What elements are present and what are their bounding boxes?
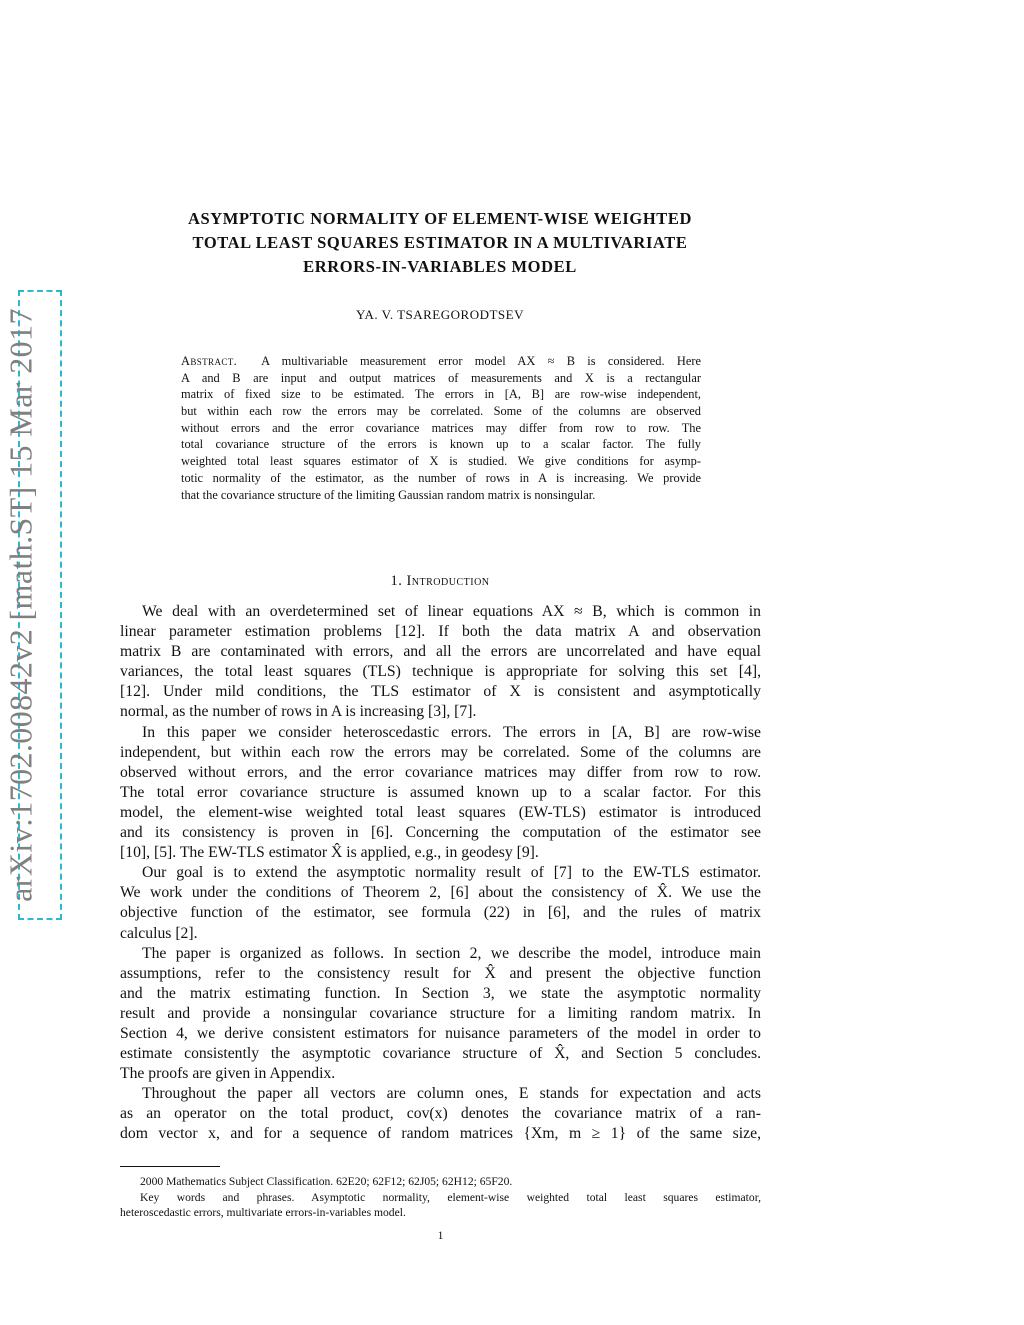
footnote-rule [120,1166,220,1167]
paragraph-4-line: Section 4, we derive consistent estimators for nuisance parameters of the model in order to [120,1024,761,1042]
abstract-line: but within each row the errors may be correlated. Some of the columns are observed [181,404,701,419]
paragraph-3-line: We work under the conditions of Theorem 2, [6] about the consistency of X̂. We use the [120,884,761,902]
title-line-2: TOTAL LEAST SQUARES ESTIMATOR IN A MULTIVARIATE [192,233,688,252]
arxiv-stamp-label: arXiv:1702.00842v2 [math.ST] 15 Mar 2017 [2,308,39,902]
footnotes [120,1174,761,1221]
abstract-line: totic normality of the estimator, as the number of rows in A is increasing. We provide [181,470,701,485]
paragraph-2-line: independent, but within each row the errors may be correlated. Some of the columns are [120,743,761,761]
section-number: 1. [390,573,403,589]
paragraph-1-line: normal, as the number of rows in A is increasing [3], [7]. [120,703,477,721]
abstract-heading: Abstract. [181,354,238,368]
abstract-line: weighted total least squares estimator of X is studied. We give conditions for asymp- [181,454,701,469]
paragraph-2-line: and its consistency is proven in [6]. Concerning the computation of the estimator see [120,824,761,842]
body-text [120,602,761,1145]
paragraph-4-line: The proofs are given in Appendix. [120,1065,336,1083]
abstract-line: matrix of fixed size to be estimated. The errors in [A, B] are row-wise independent, [181,387,701,402]
paragraph-2-line: [10], [5]. The EW-TLS estimator X̂ is applied, e.g., in geodesy [9]. [120,844,539,862]
paragraph-2-line: observed without errors, and the error covariance matrices may differ from row to row. [120,763,761,781]
title-line-1: ASYMPTOTIC NORMALITY OF ELEMENT-WISE WEIGHTED [187,209,693,228]
section-title: Introduction [406,573,490,589]
footnote-msc: 2000 Mathematics Subject Classification. 62E20; 62F12; 62J05; 62H12; 65F20. [140,1175,513,1188]
paragraph-4-line: and the matrix estimating function. In Section 3, we state the asymptotic normality [120,984,761,1002]
abstract [181,353,701,503]
abstract-line-text: A multivariable measurement error model AX ≈ B is considered. Here [261,354,701,368]
author: YA. V. TSAREGORODTSEV [356,307,524,322]
paragraph-4-line: The paper is organized as follows. In section 2, we describe the model, introduce main [142,944,761,962]
paragraph-1-line: We deal with an overdetermined set of linear equations AX ≈ B, which is common in [142,603,761,620]
paragraph-5-line: dom vector x, and for a sequence of random matrices {Xm, m ≥ 1} of the same size, [120,1125,761,1143]
paragraph-3-line: Our goal is to extend the asymptotic normality result of [7] to the EW-TLS estimator. [142,864,761,882]
page-number: 1 [437,1229,444,1242]
paragraph-2-line: The total error covariance structure is assumed known up to a scalar factor. For this [120,783,761,801]
paragraph-2-line: model, the element-wise weighted total least squares (EW-TLS) estimator is introduced [120,803,761,821]
paragraph-4-line: result and provide a nonsingular covariance structure for a limiting random matrix. In [120,1004,761,1022]
paragraph-4-line: estimate consistently the asymptotic covariance structure of X̂, and Section 5 concludes. [120,1045,761,1063]
paper-title [120,207,760,279]
section-heading-introduction [120,573,760,590]
paragraph-3-line: calculus [2]. [120,924,198,942]
footnote-keywords-line-1: Key words and phrases. Asymptotic normality, element-wise weighted total least squares estimator, [140,1190,761,1204]
paragraph-3-line: objective function of the estimator, see formula (22) in [6], and the rules of matrix [120,904,761,922]
paragraph-1-line: linear parameter estimation problems [12]. If both the data matrix A and observation [120,623,761,641]
abstract-line: A and B are input and output matrices of measurements and X is a rectangular [181,370,701,385]
abstract-line [181,353,701,370]
title-line-3: ERRORS-IN-VARIABLES MODEL [303,257,577,276]
paragraph-1-line: variances, the total least squares (TLS) technique is appropriate for solving this set [4], [120,663,761,681]
abstract-line: total covariance structure of the errors is known up to a scalar factor. The fully [181,437,701,452]
footnote-keywords-line-2: heteroscedastic errors, multivariate errors-in-variables model. [120,1206,406,1220]
abstract-line: that the covariance structure of the limiting Gaussian random matrix is nonsingular. [181,487,596,502]
paragraph-1-line: [12]. Under mild conditions, the TLS estimator of X is consistent and asymptotically [120,683,761,701]
abstract-line: without errors and the error covariance matrices may differ from row to row. The [181,420,701,435]
paragraph-4-line: assumptions, refer to the consistency result for X̂ and present the objective function [120,964,761,982]
paragraph-2-line: In this paper we consider heteroscedastic errors. The errors in [A, B] are row-wise [142,723,761,741]
paragraph-5-line: as an operator on the total product, cov(x) denotes the covariance matrix of a ran- [120,1105,761,1123]
paragraph-5-line: Throughout the paper all vectors are column ones, E stands for expectation and acts [142,1085,761,1103]
paragraph-1-line: matrix B are contaminated with errors, and all the errors are uncorrelated and have equal [120,643,761,661]
